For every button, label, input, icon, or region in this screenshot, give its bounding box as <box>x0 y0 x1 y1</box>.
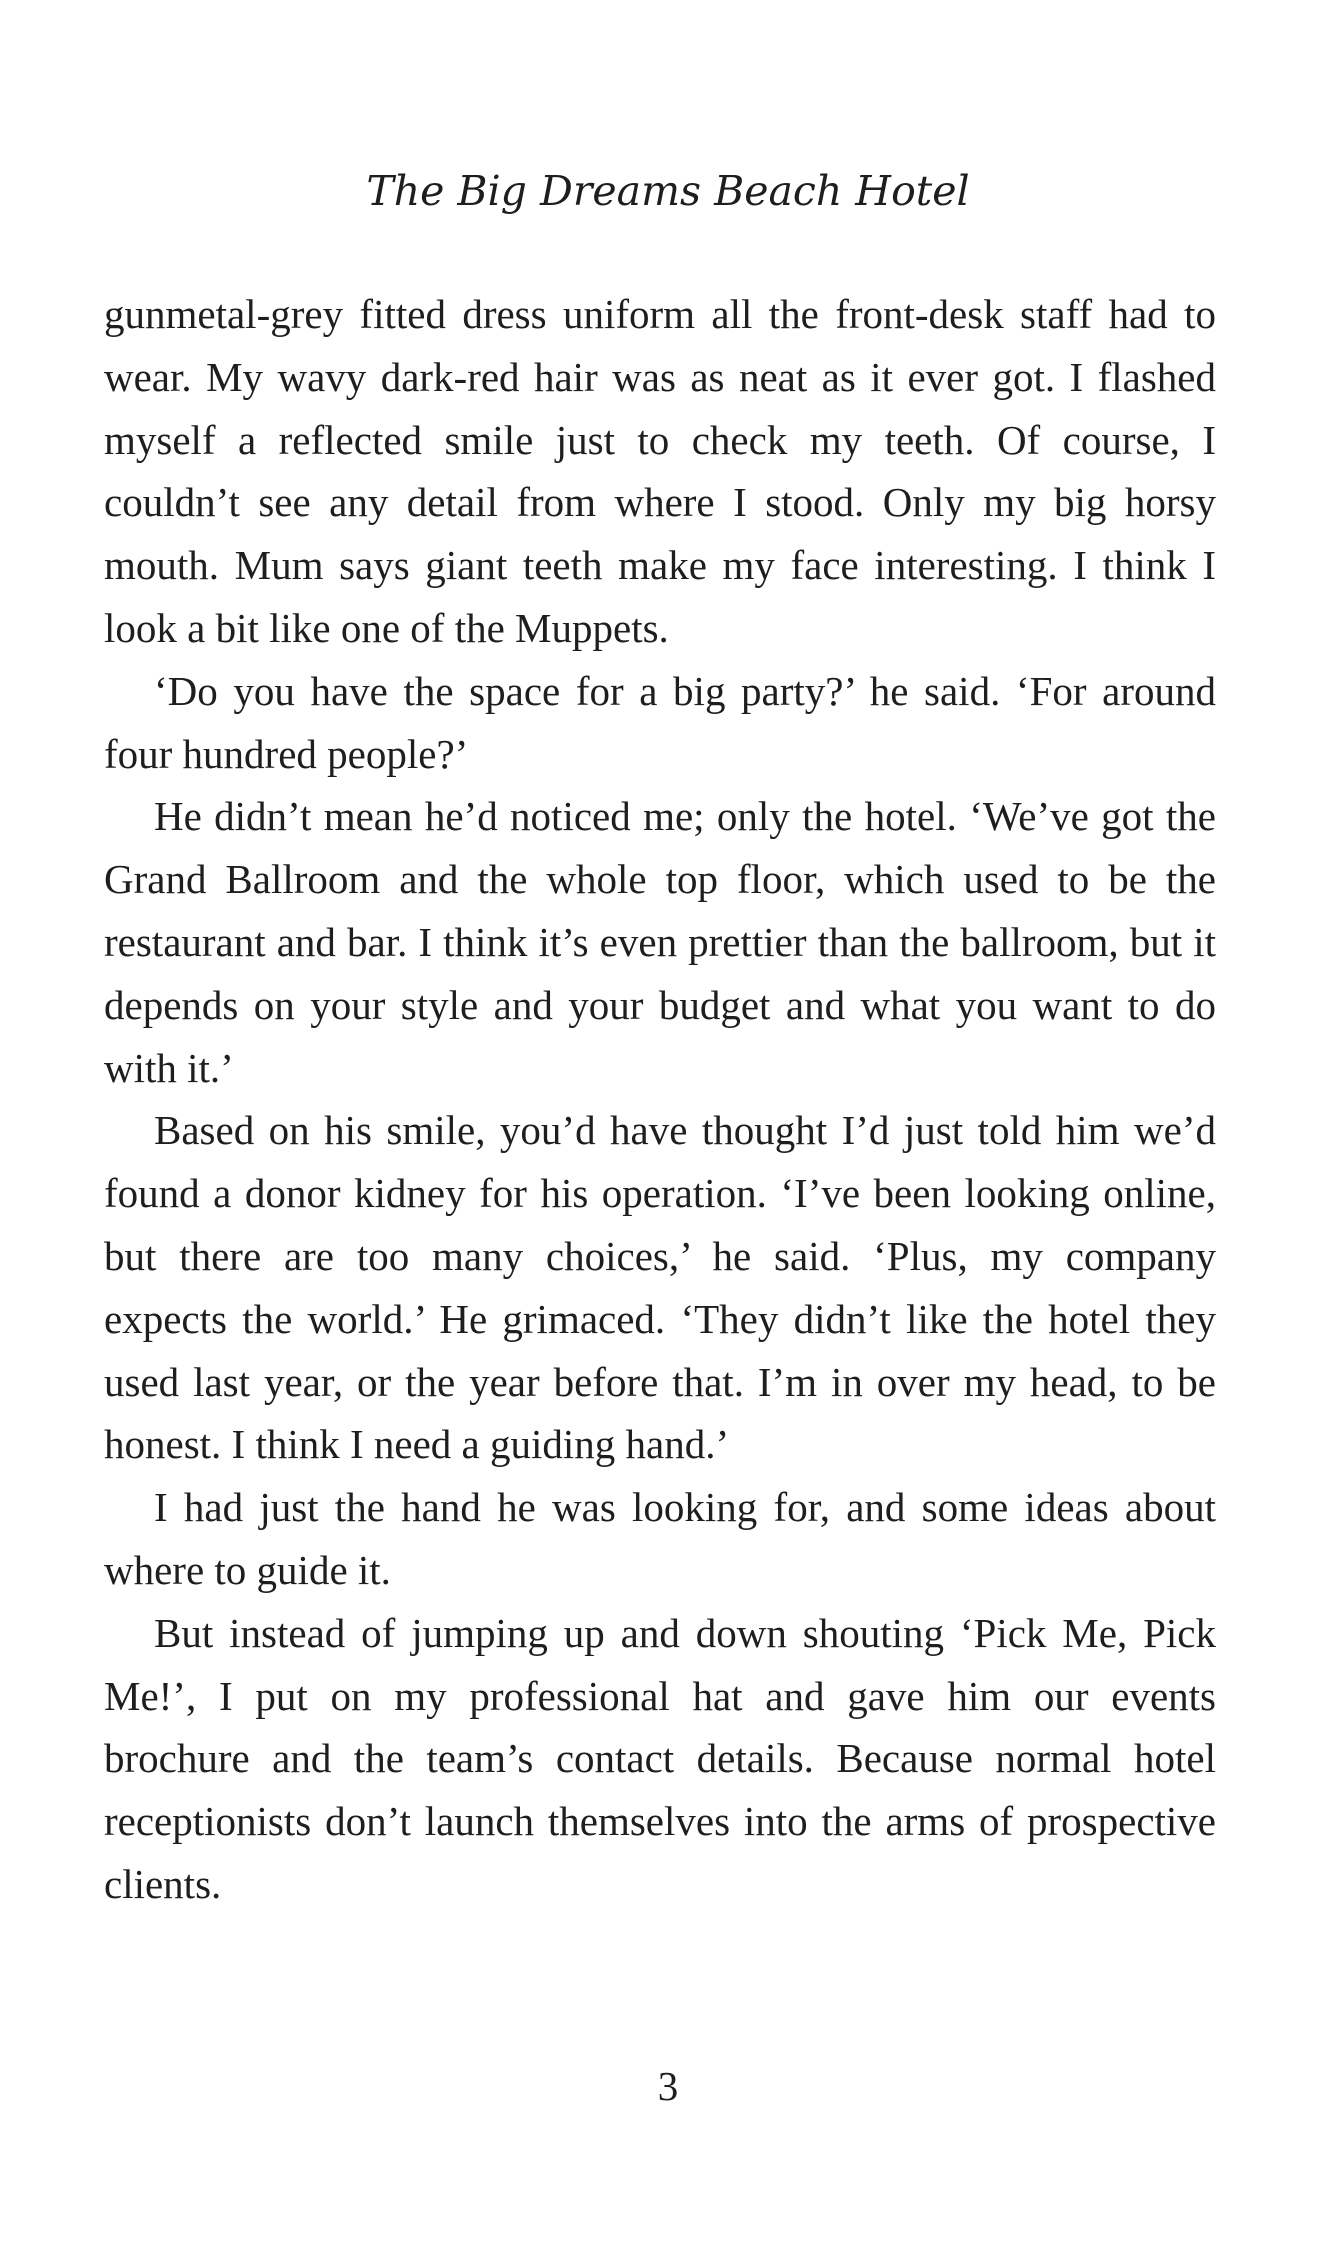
running-head: The Big Dreams Beach Hotel <box>366 167 970 215</box>
paragraph: I had just the hand he was looking for, and some ideas about where to guide it. <box>104 1484 1216 1593</box>
paragraph: He didn’t mean he’d noticed me; only the hotel. ‘We’ve got the Grand Ballroom and the whole top floor, which used to be the restaurant and bar. I think it’s even prettier than the ballroom, but it depends on your style and your budget and what you want to do with it.’ <box>104 793 1216 1091</box>
paragraph: Based on his smile, you’d have thought I’d just told him we’d found a donor kidney for his operation. ‘I’ve been looking online, but there are too many choices,’ he said. ‘Plus, my company expects the world.’ He grimaced. ‘They didn’t like the hotel they used last year, or the year before that. I’m in over my head, to be honest. I think I need a guiding hand.’ <box>104 1107 1216 1468</box>
page-number: 3 <box>657 2063 679 2109</box>
body-text <box>104 283 1216 1916</box>
paragraph-continued: gunmetal-grey fitted dress uniform all the front-desk staff had to wear. My wavy dark-red hair was as neat as it ever got. I flashed myself a reflected smile just to check my teeth. Of course, I couldn’t see any detail from where I stood. Only my big horsy mouth. Mum says giant teeth make my face interesting. I think I look a bit like one of the Muppets. <box>104 291 1216 651</box>
paragraph: ‘Do you have the space for a big party?’ he said. ‘For around four hundred people?’ <box>104 667 1216 777</box>
paragraph: But instead of jumping up and down shouting ‘Pick Me, Pick Me!’, I put on my professional hat and gave him our events brochure and the team’s contact details. Because normal hotel receptionists don’t launch themselves into the arms of prospective clients. <box>104 1609 1216 1907</box>
